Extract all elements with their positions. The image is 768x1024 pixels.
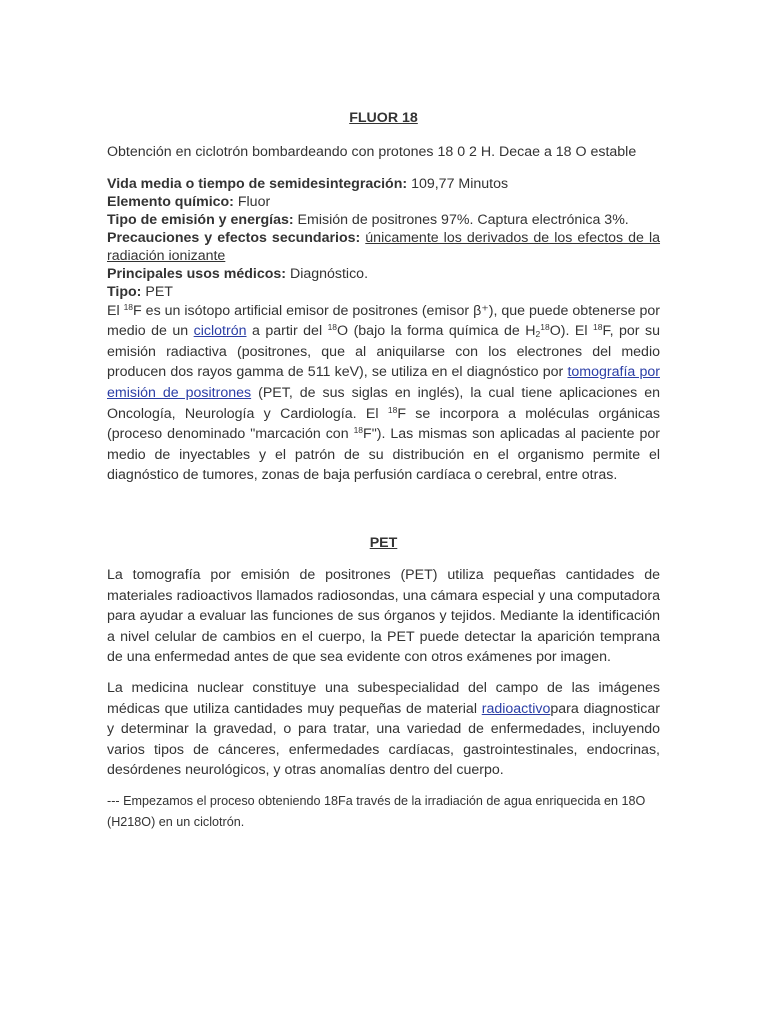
pet-paragraph-2 <box>107 678 660 781</box>
intro-paragraph: Obtención en ciclotrón bombardeando con protones 18 0 2 H. Decae a 18 O estable <box>107 144 637 160</box>
property-half-life <box>107 175 660 193</box>
property-value: 109,77 Minutos <box>407 175 509 192</box>
text-run: F es un isótopo artificial emisor de positrones (emisor β⁺), que puede obtenerse por medio de un <box>107 302 660 340</box>
superscript: 18 <box>540 322 550 333</box>
text-run: O (bajo la forma química de H <box>337 323 536 340</box>
text-run: para diagnosticar y determinar la gravedad, o para tratar, una variedad de enfermedades, incluyendo varios tipos de cánceres, enfermedades cardíacas, gastrointestinales, endocrinas, desórdenes neurológicos, y otras anomalías dentro del cuerpo. <box>107 700 660 779</box>
property-emission <box>107 211 660 229</box>
property-value: Emisión de positrones 97%. Captura electrónica 3%. <box>293 211 629 228</box>
property-value: Diagnóstico. <box>286 265 369 282</box>
text-run: F"). Las mismas son aplicadas al paciente por medio de inyectables y el patrón de su distribución en el organismo permite el diagnóstico de tumores, zonas de baja perfusión cardíaca o cerebral, entre otras. <box>107 426 660 484</box>
fluor-description-paragraph <box>107 301 660 486</box>
superscript: 18 <box>387 404 398 415</box>
superscript: 18 <box>327 322 338 333</box>
text-run: a partir del <box>246 323 328 340</box>
text-run: O). El <box>549 323 594 340</box>
radioactivo-link[interactable]: radioactivo <box>481 700 551 717</box>
text-run: (PET, de sus siglas en inglés), la cual tiene aplicaciones en Oncología, Neurología y Cardiología. El <box>107 384 660 422</box>
property-value: únicamente los derivados de los efectos de la radiación ionizante <box>107 229 661 264</box>
pet-section-title: PET <box>369 534 398 551</box>
ciclotron-link[interactable]: ciclotrón <box>193 323 247 340</box>
text-run: F se incorpora a moléculas orgánicas (proceso denominado "marcación con <box>107 405 660 443</box>
text-run: La medicina nuclear constituye una subespecialidad del campo de las imágenes médicas que utiliza cantidades muy pequeñas de material <box>107 679 660 717</box>
property-label: Precauciones y efectos secundarios: <box>107 229 361 246</box>
property-type <box>107 283 660 301</box>
property-uses <box>107 265 660 283</box>
property-label: Vida media o tiempo de semidesintegración: <box>107 175 408 192</box>
property-label: Tipo: <box>107 283 142 300</box>
property-label: Elemento químico: <box>107 193 234 210</box>
property-precautions <box>107 229 660 265</box>
superscript: 18 <box>353 425 364 436</box>
superscript: 18 <box>593 322 603 333</box>
property-label: Tipo de emisión y energías: <box>107 211 294 228</box>
document-page <box>107 108 660 833</box>
superscript: 18 <box>123 301 134 312</box>
text-run: El <box>107 302 124 319</box>
property-value: PET <box>141 283 173 300</box>
process-note: --- Empezamos el proceso obteniendo 18Fa través de la irradiación de agua enriquecida en 18O (H218O) en un ciclotrón. <box>107 793 646 829</box>
text-run: F, por su emisión radiactiva (positrones, que al aniquilarse con los electrones del medio producen dos rayos gamma de 511 keV), se utiliza en el diagnóstico por <box>107 323 660 381</box>
document-title: FLUOR 18 <box>349 110 418 126</box>
pet-link[interactable]: tomografía por emisión de positrones <box>107 364 660 401</box>
property-value: Fluor <box>233 193 271 210</box>
property-label: Principales usos médicos: <box>107 265 286 282</box>
properties-list <box>107 175 660 301</box>
property-element <box>107 193 660 211</box>
pet-paragraph-1: La tomografía por emisión de positrones (PET) utiliza pequeñas cantidades de materiales radioactivos llamados radiosondas, una cámara especial y una computadora para ayudar a evaluar las funciones de sus órganos y tejidos. Mediante la identificación a nivel celular de cambios en el cuerpo, la PET puede detectar la aparición temprana de una enfermedad antes de que sea evidente con otros exámenes por imagen. <box>107 566 660 666</box>
subscript: 2 <box>535 329 541 340</box>
